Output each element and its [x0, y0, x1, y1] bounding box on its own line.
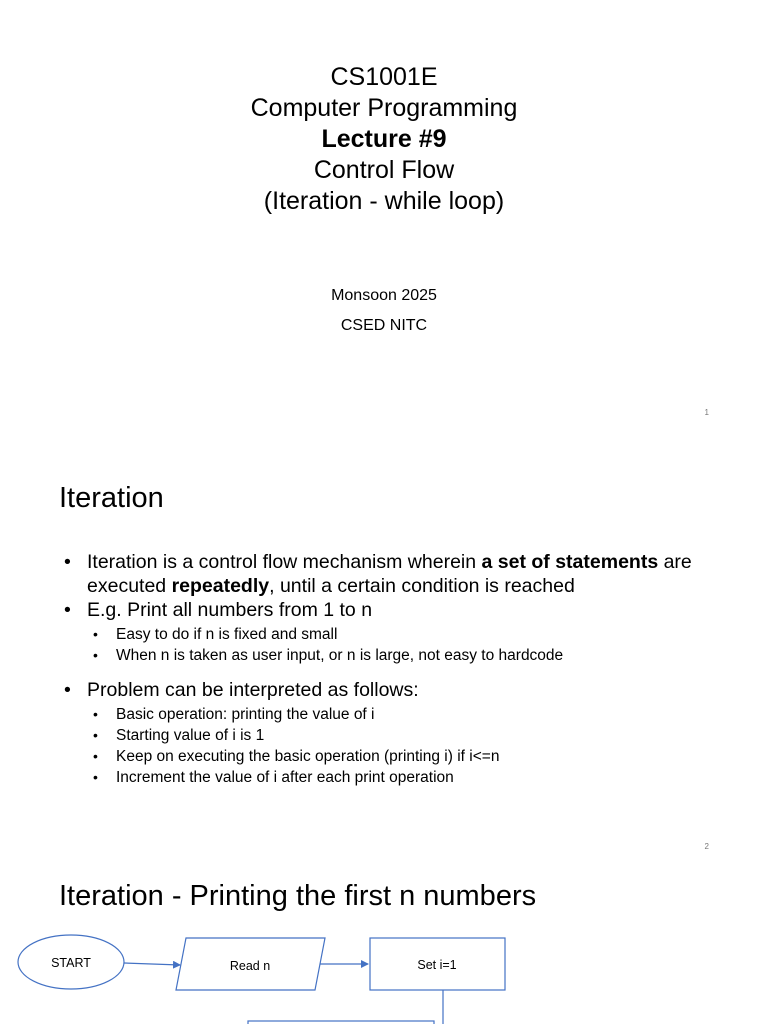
- lecture-subtopic: (Iteration - while loop): [263, 187, 505, 215]
- subtitle-block: [0, 281, 768, 341]
- semester: Monsoon 2025: [331, 287, 437, 304]
- bullet-emphasis: repeatedly: [171, 575, 270, 597]
- bullet-text: E.g. Print all numbers from 1 to n: [87, 599, 373, 621]
- sub-bullet-item: • Starting value of i is 1: [87, 725, 724, 746]
- slide-heading: Iteration: [59, 482, 164, 514]
- bullet-item: [64, 678, 724, 788]
- bullet-text: Iteration is a control flow mechanism wherein: [87, 551, 482, 573]
- slide-1: [0, 0, 768, 434]
- spacer: [64, 666, 724, 678]
- start-label: START: [51, 956, 91, 970]
- course-code: CS1001E: [330, 63, 438, 91]
- bullet-emphasis: a set of statements: [481, 551, 659, 573]
- page-number: 1: [704, 408, 709, 417]
- bullet-list: [64, 550, 724, 788]
- sub-bullet-item: • Increment the value of i after each print operation: [87, 767, 724, 788]
- slide-heading: Iteration - Printing the first n numbers: [59, 880, 537, 912]
- sub-bullet-list: [87, 624, 724, 666]
- flowchart: [0, 868, 768, 1024]
- slide-2: [0, 434, 768, 868]
- set-label: Set i=1: [417, 958, 457, 972]
- sub-bullet-item: • Basic operation: printing the value of i: [87, 704, 724, 725]
- bullet-text: are executed: [87, 551, 692, 597]
- bullet-text: , until a certain condition is reached: [269, 575, 575, 597]
- lecture-number: Lecture #9: [321, 125, 447, 153]
- bullet-item: [64, 550, 724, 598]
- read-label: Read n: [229, 959, 271, 973]
- department: CSED NITC: [340, 317, 428, 334]
- sub-bullet-item: • Keep on executing the basic operation (printing i) if i<=n: [87, 746, 724, 767]
- slide-3: [0, 868, 768, 1024]
- lecture-topic: Control Flow: [313, 156, 455, 184]
- course-name: Computer Programming: [250, 94, 518, 122]
- page-number: 2: [704, 842, 709, 851]
- sub-bullet-item: • Easy to do if n is fixed and small: [87, 624, 724, 645]
- bullet-text: Problem can be interpreted as follows:: [87, 679, 419, 701]
- sub-bullet-item: • When n is taken as user input, or n is large, not easy to hardcode: [87, 645, 724, 666]
- flow-arrow: [124, 963, 180, 965]
- title-block: [0, 62, 768, 217]
- sub-bullet-list: [87, 704, 724, 788]
- bullet-item: [64, 598, 724, 666]
